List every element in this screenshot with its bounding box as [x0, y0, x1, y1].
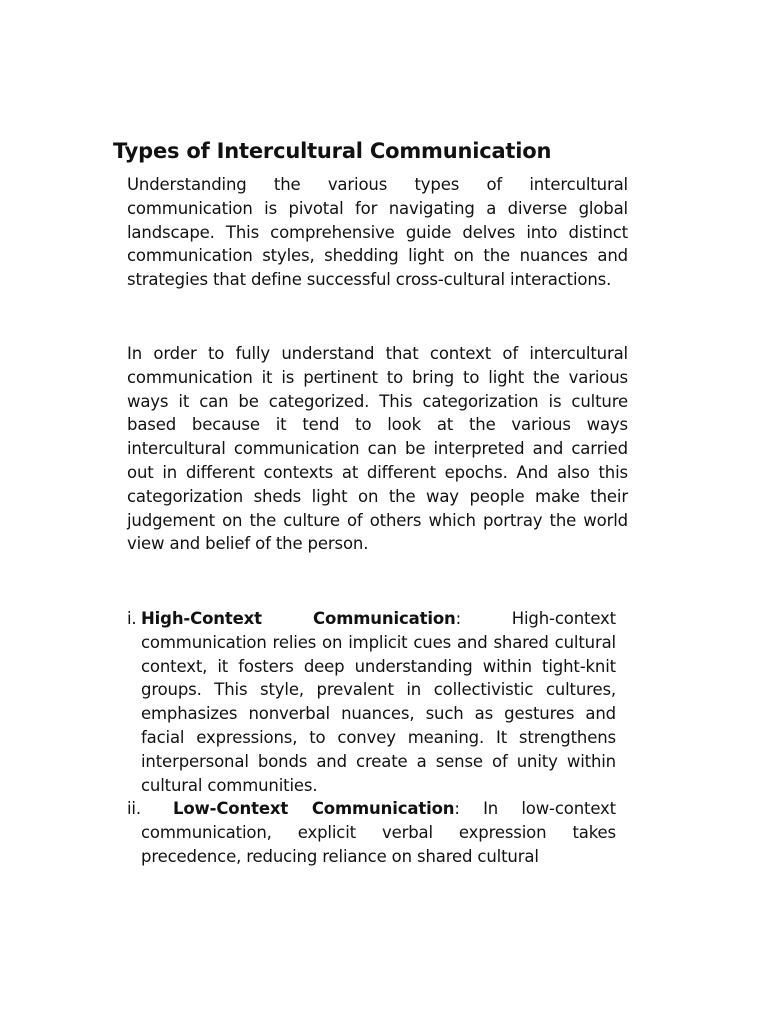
intro-paragraph: Understanding the various types of intercultural communication is pivotal for navigating a diverse global landscape. This comprehensive guide delves into distinct communication styles, shedding light on the nuances and strategies that define successful cross-cultural interactions.	[127, 175, 628, 290]
context-paragraph: In order to fully understand that context of intercultural communication it is pertinent to bring to light the various ways it can be categorized. This categorization is culture based because it tend to look at the various ways intercultural communication can be interpreted and carried out in different contexts at different epochs. And also this categorization sheds light on the way people make their judgement on the culture of others which portray the world view and belief of the person.	[127, 344, 628, 554]
list-item	[127, 607, 616, 797]
list-item-term: Low-Context Communication	[173, 799, 455, 819]
list-item-text: In low-context communication, explicit verbal expression takes precedence, reducing reliance on shared cultural	[141, 799, 616, 866]
list-marker: i.	[127, 609, 137, 628]
list-item-separator: :	[454, 799, 460, 819]
communication-types-list	[127, 607, 616, 869]
list-item-separator: :	[455, 609, 462, 628]
list-item-term: High-Context Communication	[141, 609, 456, 628]
list-item-text: High-context communication relies on implicit cues and shared cultural context, it fosters deep understanding within tight-knit groups. This style, prevalent in collectivistic cultures, emphasizes nonverbal nuances, such as gestures and facial expressions, to convey meaning. It strengthens interpersonal bonds and create a sense of unity within cultural communities.	[141, 609, 616, 795]
page-title: Types of Intercultural Communication	[113, 139, 552, 163]
list-item-body	[141, 797, 616, 868]
list-item	[127, 797, 616, 868]
list-marker: ii.	[127, 799, 141, 819]
list-item-body	[141, 607, 616, 797]
